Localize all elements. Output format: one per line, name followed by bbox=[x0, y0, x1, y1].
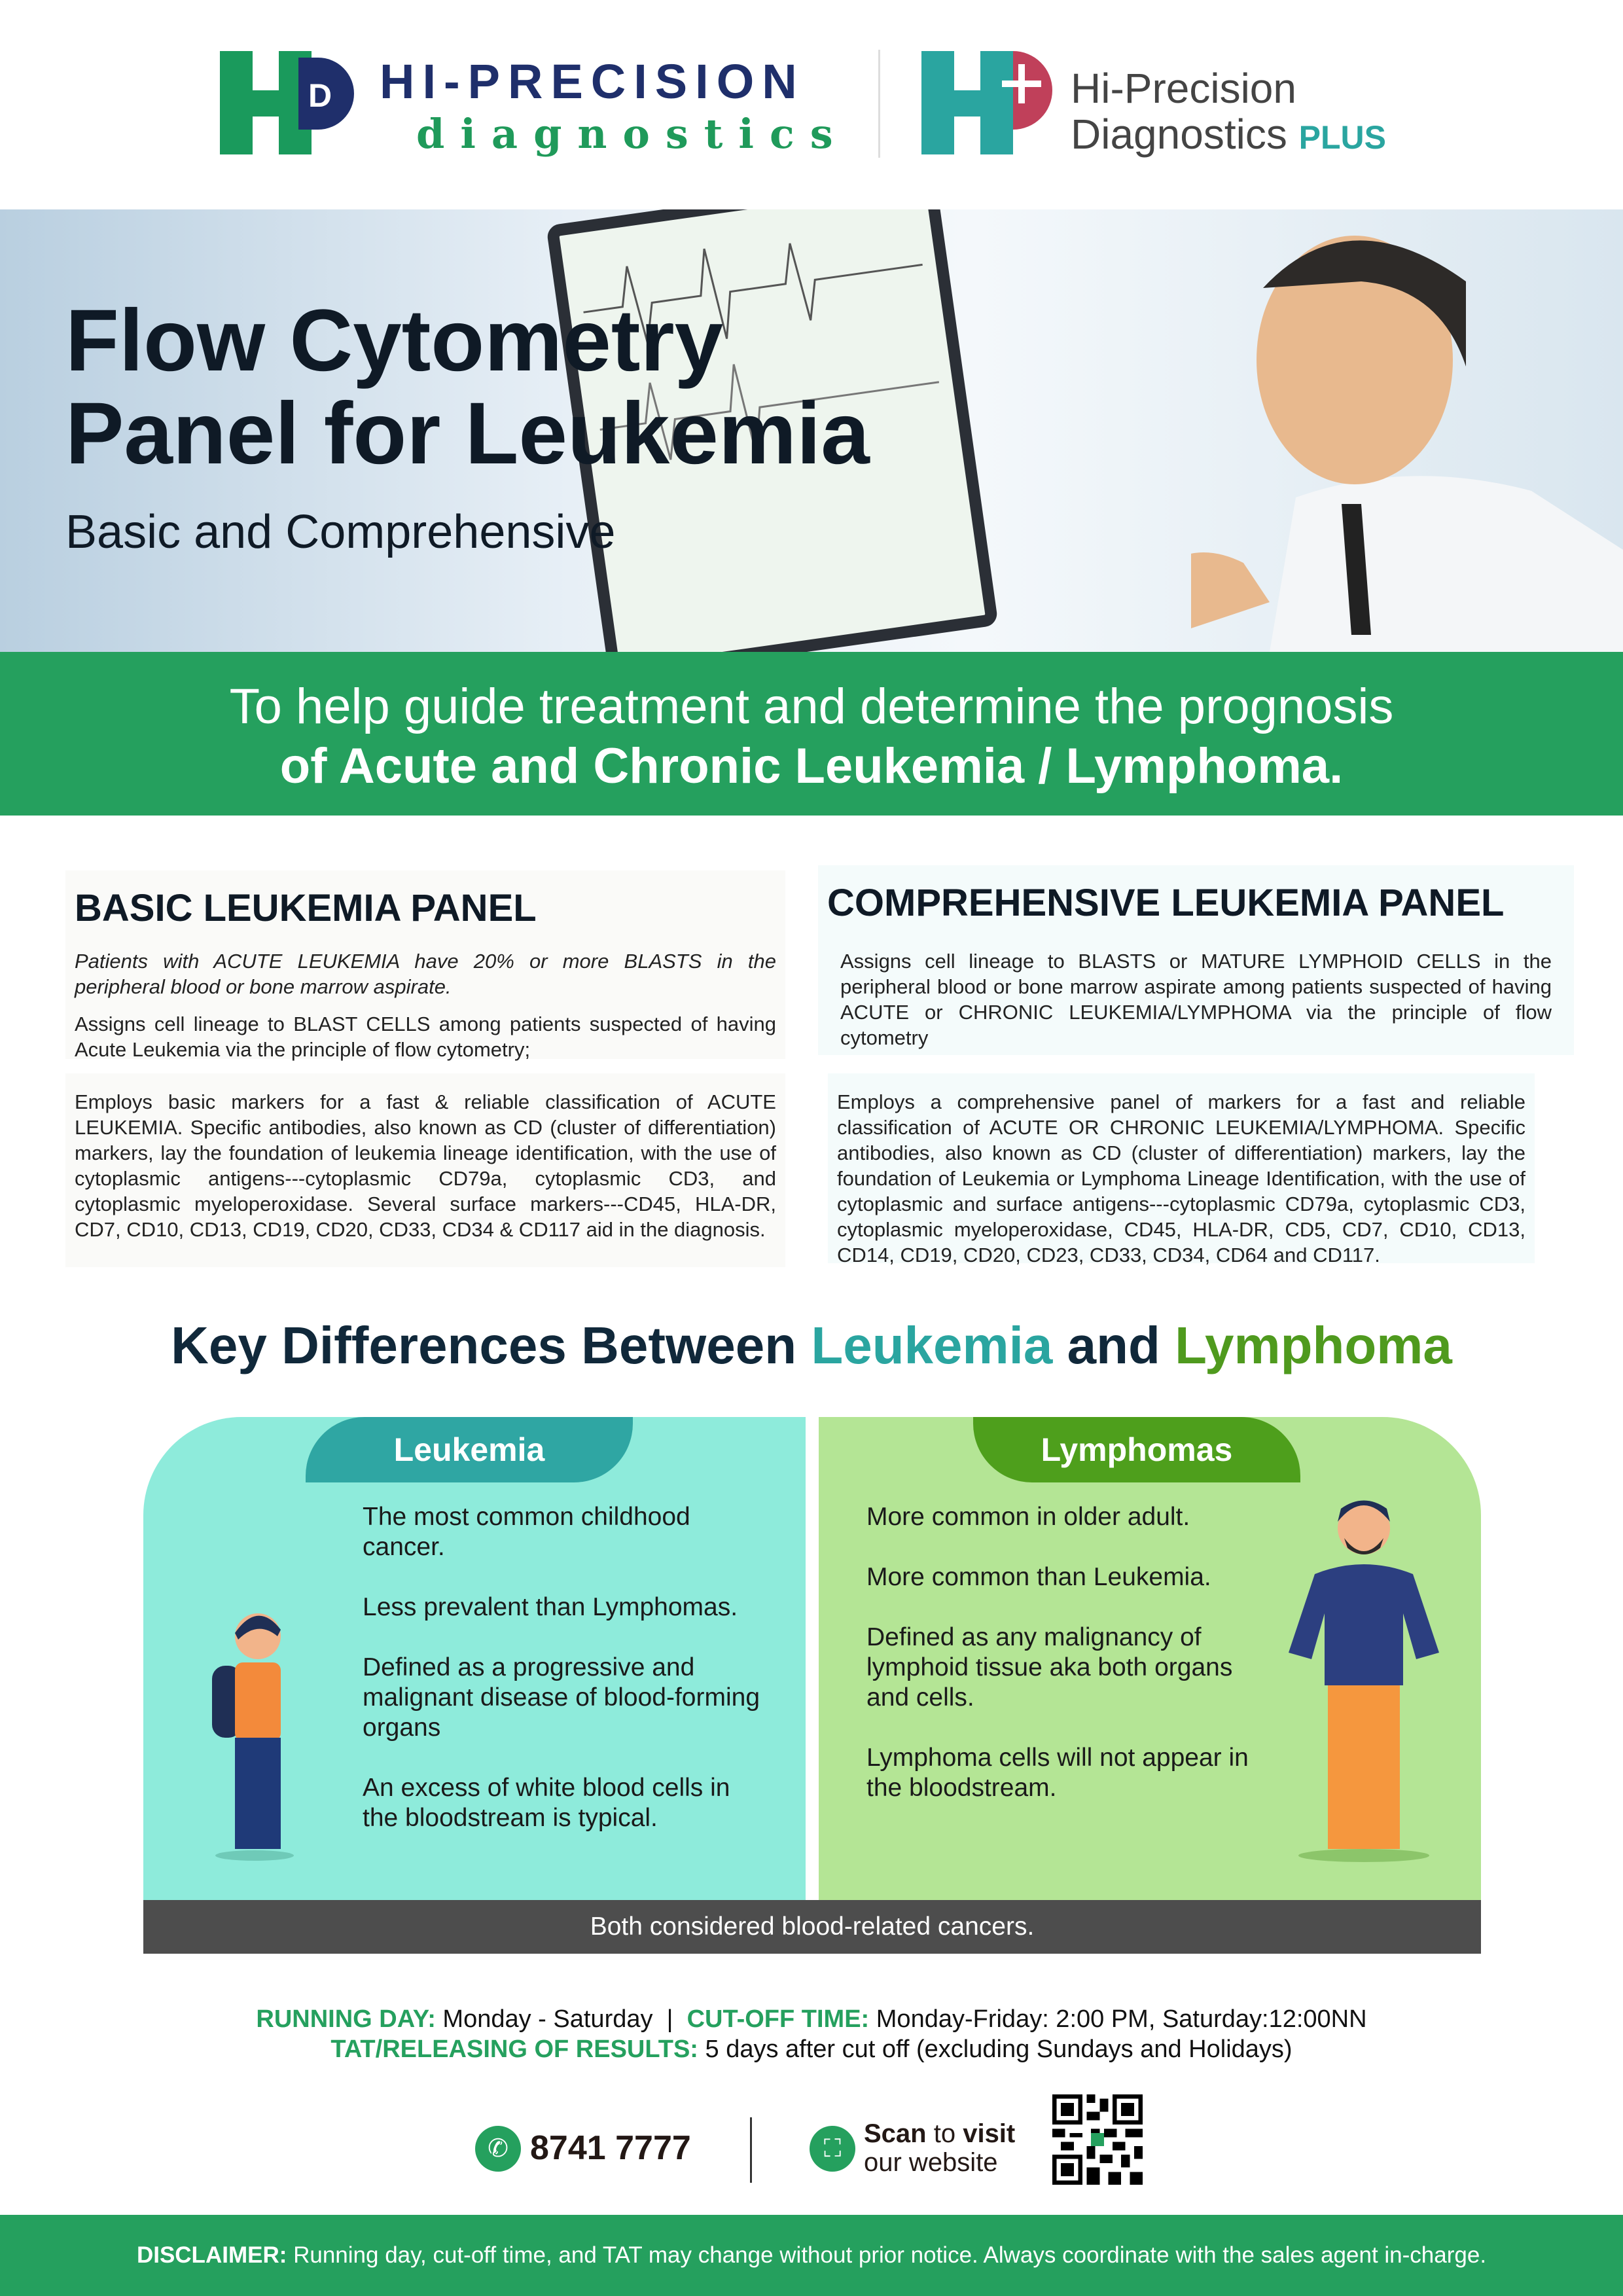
scan-icon: ⛶ bbox=[810, 2126, 855, 2172]
logo2-text bbox=[1071, 65, 1386, 160]
divider bbox=[750, 2117, 752, 2183]
cutoff: Monday-Friday: 2:00 PM, Saturday:12:00NN bbox=[869, 2005, 1367, 2033]
tat: 5 days after cut off (excluding Sundays and Holidays) bbox=[698, 2036, 1293, 2063]
page-subtitle: Basic and Comprehensive bbox=[65, 506, 616, 558]
phone-number[interactable]: 8741 7777 bbox=[530, 2129, 691, 2167]
comprehensive-panel-heading: COMPREHENSIVE LEUKEMIA PANEL bbox=[827, 882, 1505, 924]
scan-website: our website bbox=[864, 2148, 998, 2177]
doctor-image bbox=[1191, 209, 1623, 652]
cutoff-label: CUT-OFF TIME: bbox=[687, 2005, 870, 2033]
basic-panel-heading: BASIC LEUKEMIA PANEL bbox=[75, 887, 537, 929]
kd-pre: Key Differences Between bbox=[171, 1316, 812, 1374]
logo-title: HI-PRECISION bbox=[380, 54, 805, 109]
man-illustration bbox=[1275, 1482, 1452, 1862]
kd-and: and bbox=[1052, 1316, 1175, 1374]
leukemia-point: Less prevalent than Lymphomas. bbox=[363, 1593, 738, 1621]
running-day: Monday - Saturday | bbox=[435, 2005, 687, 2033]
lymphoma-point: Lymphoma cells will not appear in the bloodstream. bbox=[866, 1744, 1249, 1802]
schedule-line1 bbox=[0, 2005, 1623, 2034]
svg-text:D: D bbox=[308, 77, 332, 114]
hp-logo-icon bbox=[220, 51, 354, 154]
divider bbox=[878, 50, 880, 158]
lymphoma-tab: Lymphomas bbox=[973, 1417, 1300, 1482]
lymphoma-point: More common in older adult. bbox=[866, 1503, 1190, 1531]
key-differences-heading bbox=[0, 1316, 1623, 1376]
tagline-line2: of Acute and Chronic Leukemia / Lymphoma. bbox=[279, 738, 1344, 794]
scan-to: to bbox=[926, 2119, 963, 2148]
kd-leukemia: Leukemia bbox=[811, 1316, 1053, 1374]
hp-plus-logo-icon bbox=[921, 51, 1052, 154]
scan-visit: visit bbox=[963, 2119, 1016, 2148]
both-note: Both considered blood-related cancers. bbox=[143, 1900, 1481, 1954]
schedule-line2 bbox=[0, 2036, 1623, 2064]
basic-panel-intro bbox=[65, 870, 785, 1059]
hero bbox=[0, 209, 1623, 652]
leukemia-tab: Leukemia bbox=[306, 1417, 633, 1482]
disclaimer-bar bbox=[0, 2215, 1623, 2296]
leukemia-point: The most common childhood cancer. bbox=[363, 1503, 690, 1561]
comparison-section bbox=[143, 1417, 1481, 1900]
lymphoma-point: More common than Leukemia. bbox=[866, 1563, 1211, 1591]
basic-p3: Employs basic markers for a fast & reliable classification of ACUTE LEUKEMIA. Specific antibodies, also known as CD (cluster of differentiation) markers, lay the foundation of leukemia lineage identification, with the use of cytoplasmic antigens---cytoplasmic CD79a, cytoplasmic CD3, and cytoplasmic myeloperoxidase. Several surface markers---CD45, HLA-DR, CD7, CD10, CD13, CD19, CD20, CD33, CD34 & CD117 aid in the diagnosis. bbox=[75, 1090, 776, 1241]
leukemia-point: Defined as a progressive and malignant disease of blood-forming organs bbox=[363, 1653, 760, 1742]
disclaimer-label: DISCLAIMER: bbox=[136, 2242, 287, 2268]
phone-icon: ✆ bbox=[475, 2126, 521, 2172]
child-illustration bbox=[202, 1607, 300, 1862]
header bbox=[0, 0, 1623, 209]
title-line1: Flow Cytometry bbox=[65, 292, 724, 389]
leukemia-points bbox=[363, 1502, 768, 1863]
disclaimer-text: Running day, cut-off time, and TAT may change without prior notice. Always coordinate with the sales agent in-charge. bbox=[287, 2242, 1487, 2268]
basic-p1: Patients with ACUTE LEUKEMIA have 20% or more BLASTS in the peripheral blood or bone marrow aspirate. bbox=[75, 950, 776, 998]
lymphoma-point: Defined as any malignancy of lymphoid tissue aka both organs and cells. bbox=[866, 1623, 1233, 1712]
logo2-line2: Diagnostics bbox=[1071, 111, 1287, 158]
tagline-banner bbox=[0, 652, 1623, 816]
logo2-plus: PLUS bbox=[1298, 119, 1386, 156]
contact-row bbox=[0, 2094, 1623, 2193]
basic-p2: Assigns cell lineage to BLAST CELLS among patients suspected of having Acute Leukemia via the principle of flow cytometry; bbox=[75, 1013, 776, 1061]
comprehensive-p1: Assigns cell lineage to BLASTS or MATURE LYMPHOID CELLS in the peripheral blood or bone marrow aspirate among patients suspected of having ACUTE or CHRONIC LEUKEMIA/LYMPHOMA via the principle of flow cytometry bbox=[840, 950, 1552, 1049]
comprehensive-p2: Employs a comprehensive panel of markers for a fast and reliable classification of ACUTE OR CHRONIC LEUKEMIA/LYMPHOMA. Specific antibodies, also known as CD (cluster of differentiation) markers, lay the foundation of Leukemia or Lymphoma Lineage Identification, with the use of cytoplasmic and surface antigens---cytoplasmic CD79a, cytoplasmic CD3, cytoplasmic myeloperoxidase, CD45, HLA-DR, CD5, CD7, CD10, CD13, CD14, CD19, CD20, CD23, CD33, CD34, CD64 and CD117. bbox=[837, 1090, 1525, 1266]
basic-panel-body bbox=[65, 1073, 785, 1267]
lymphoma-points bbox=[866, 1502, 1272, 1833]
leukemia-point: An excess of white blood cells in the bloodstream is typical. bbox=[363, 1774, 730, 1832]
qr-code[interactable] bbox=[1052, 2094, 1143, 2185]
title-line2: Panel for Leukemia bbox=[65, 385, 870, 482]
kd-lymphoma: Lymphoma bbox=[1175, 1316, 1452, 1374]
comprehensive-panel-body bbox=[828, 1073, 1535, 1266]
tat-label: TAT/RELEASING OF RESULTS: bbox=[330, 2036, 698, 2063]
scan-text bbox=[864, 2119, 1015, 2177]
scan-bold: Scan bbox=[864, 2119, 927, 2148]
running-day-label: RUNNING DAY: bbox=[256, 2005, 436, 2033]
comprehensive-panel-intro bbox=[818, 865, 1574, 1055]
logo2-line1: Hi-Precision bbox=[1071, 65, 1296, 112]
logo-subtitle: diagnostics bbox=[416, 110, 849, 158]
tagline-line1: To help guide treatment and determine the prognosis bbox=[229, 679, 1394, 734]
page-title bbox=[65, 292, 870, 482]
